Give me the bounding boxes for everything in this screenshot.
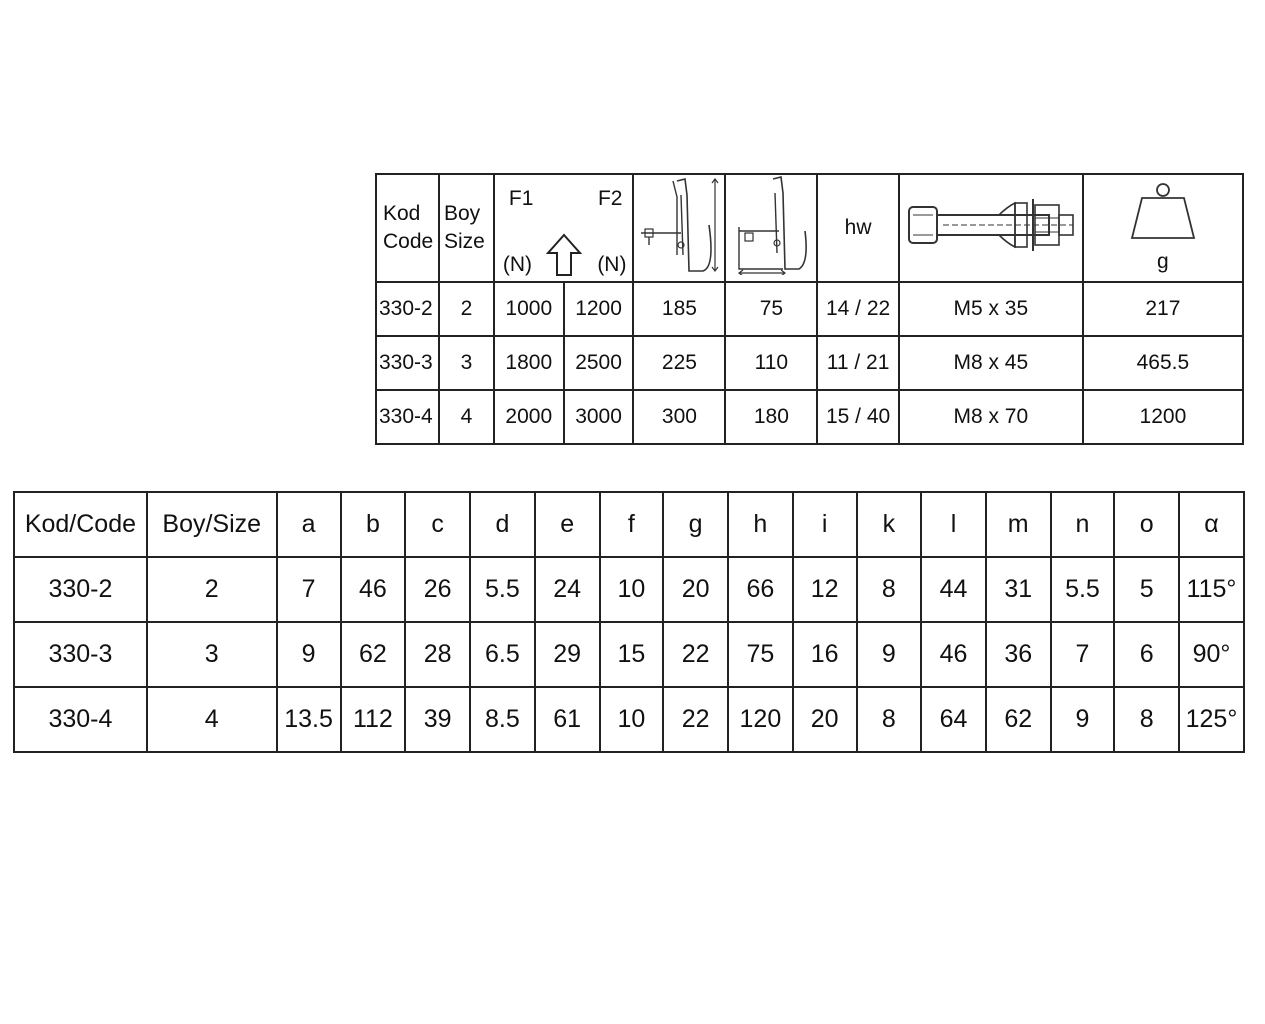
dimension-cell: 8 [857,557,922,622]
dimension-header-cell: k [857,492,922,557]
spec-cell-hw: 15 / 40 [817,390,899,444]
weight-icon [1128,182,1198,244]
dimension-cell: 6.5 [470,622,535,687]
spec-table [375,173,1244,445]
dimension-header-cell: a [277,492,341,557]
dimension-cell: 62 [986,687,1051,752]
dimension-cell: 12 [793,557,857,622]
spec-row [376,282,1243,336]
clamp-opening-diagram [725,174,817,282]
dimension-cell: 64 [921,687,986,752]
spec-cell-opening: 110 [725,336,817,390]
dimension-cell: 125° [1179,687,1244,752]
dimension-cell: 330-4 [14,687,147,752]
dimension-header-cell: α [1179,492,1244,557]
up-arrow-icon [546,233,582,277]
dimension-cell: 22 [663,622,728,687]
code-label: Code [383,230,434,253]
dimension-cell: 5.5 [1051,557,1115,622]
dimension-cell: 36 [986,622,1051,687]
dimension-cell: 44 [921,557,986,622]
spec-cell-weight: 217 [1083,282,1243,336]
dimension-header-cell: Boy/Size [147,492,277,557]
dimension-header-cell: l [921,492,986,557]
force-header [494,174,634,282]
dimension-cell: 90° [1179,622,1244,687]
dimension-cell: 9 [1051,687,1115,752]
spec-cell-f2: 2500 [564,336,634,390]
weight-header [1083,174,1243,282]
dimension-cell: 29 [535,622,600,687]
spec-row [376,336,1243,390]
dimension-cell: 2 [147,557,277,622]
dimension-cell: 112 [341,687,406,752]
dimension-header-cell: c [405,492,470,557]
dimension-header-cell: f [600,492,664,557]
dimension-header-cell: o [1114,492,1179,557]
spec-cell-f2: 1200 [564,282,634,336]
spec-cell-code: 330-3 [376,336,439,390]
dimension-cell: 120 [728,687,793,752]
dimension-row [14,557,1244,622]
kod-code-header [376,174,439,282]
clamp-height-icon [637,175,721,275]
boy-size-header [439,174,494,282]
dimension-cell: 5 [1114,557,1179,622]
dimension-header-cell: n [1051,492,1115,557]
dimension-cell: 3 [147,622,277,687]
spec-cell-f1: 2000 [494,390,564,444]
dimension-header-cell: b [341,492,406,557]
dimension-header-cell: h [728,492,793,557]
spec-cell-size: 2 [439,282,494,336]
dimension-header-cell: e [535,492,600,557]
dimension-cell: 9 [857,622,922,687]
dimension-cell: 26 [405,557,470,622]
dimension-cell: 4 [147,687,277,752]
spec-cell-hw: 11 / 21 [817,336,899,390]
f2-unit: (N) [597,253,627,276]
dimension-cell: 20 [663,557,728,622]
spec-cell-screw: M8 x 45 [899,336,1083,390]
dimension-table [13,491,1245,753]
spec-cell-height: 225 [633,336,725,390]
spec-header-row [376,174,1243,282]
dimension-header-cell: m [986,492,1051,557]
dimension-cell: 115° [1179,557,1244,622]
size-label: Size [443,230,485,253]
spec-cell-size: 4 [439,390,494,444]
dimension-cell: 5.5 [470,557,535,622]
spec-cell-f1: 1800 [494,336,564,390]
dimension-cell: 7 [1051,622,1115,687]
dimension-cell: 15 [600,622,664,687]
dimension-cell: 8 [1114,687,1179,752]
spec-cell-weight: 1200 [1083,390,1243,444]
spec-cell-weight: 465.5 [1083,336,1243,390]
dimension-cell: 9 [277,622,341,687]
dimension-header-cell: Kod/Code [14,492,147,557]
clamp-height-diagram [633,174,725,282]
hw-header: hw [817,174,899,282]
screw-diagram [899,174,1083,282]
dimension-cell: 20 [793,687,857,752]
spec-cell-opening: 75 [725,282,817,336]
dimension-body [14,557,1244,752]
spec-cell-height: 300 [633,390,725,444]
dimension-cell: 75 [728,622,793,687]
dimension-cell: 330-2 [14,557,147,622]
dimension-cell: 31 [986,557,1051,622]
spec-cell-f2: 3000 [564,390,634,444]
spec-row [376,390,1243,444]
dimension-cell: 39 [405,687,470,752]
dimension-row [14,687,1244,752]
dimension-cell: 13.5 [277,687,341,752]
dimension-cell: 66 [728,557,793,622]
f1-unit: (N) [502,253,533,276]
dimension-cell: 10 [600,557,664,622]
spec-cell-code: 330-4 [376,390,439,444]
weight-unit: g [1157,250,1169,273]
dimension-cell: 46 [921,622,986,687]
dimension-header-cell: i [793,492,857,557]
bolt-icon [903,185,1079,265]
spec-cell-code: 330-2 [376,282,439,336]
dimension-header-cell: g [663,492,728,557]
dimension-header-cell: d [470,492,535,557]
f1-label: F1 [508,187,534,210]
dimension-cell: 24 [535,557,600,622]
dimension-cell: 28 [405,622,470,687]
dimension-row [14,622,1244,687]
spec-cell-hw: 14 / 22 [817,282,899,336]
spec-cell-screw: M5 x 35 [899,282,1083,336]
dimension-cell: 8 [857,687,922,752]
dimension-cell: 330-3 [14,622,147,687]
boy-label: Boy [443,202,481,225]
spec-cell-screw: M8 x 70 [899,390,1083,444]
spec-cell-size: 3 [439,336,494,390]
dimension-header-row [14,492,1244,557]
dimension-cell: 6 [1114,622,1179,687]
dimension-cell: 8.5 [470,687,535,752]
clamp-opening-icon [729,175,813,275]
spec-cell-opening: 180 [725,390,817,444]
f2-label: F2 [597,187,623,210]
dimension-cell: 22 [663,687,728,752]
dimension-cell: 46 [341,557,406,622]
kod-label: Kod [383,202,421,225]
dimension-cell: 62 [341,622,406,687]
dimension-cell: 16 [793,622,857,687]
spec-cell-height: 185 [633,282,725,336]
spec-body [376,282,1243,444]
spec-cell-f1: 1000 [494,282,564,336]
dimension-cell: 7 [277,557,341,622]
dimension-cell: 61 [535,687,600,752]
dimension-cell: 10 [600,687,664,752]
